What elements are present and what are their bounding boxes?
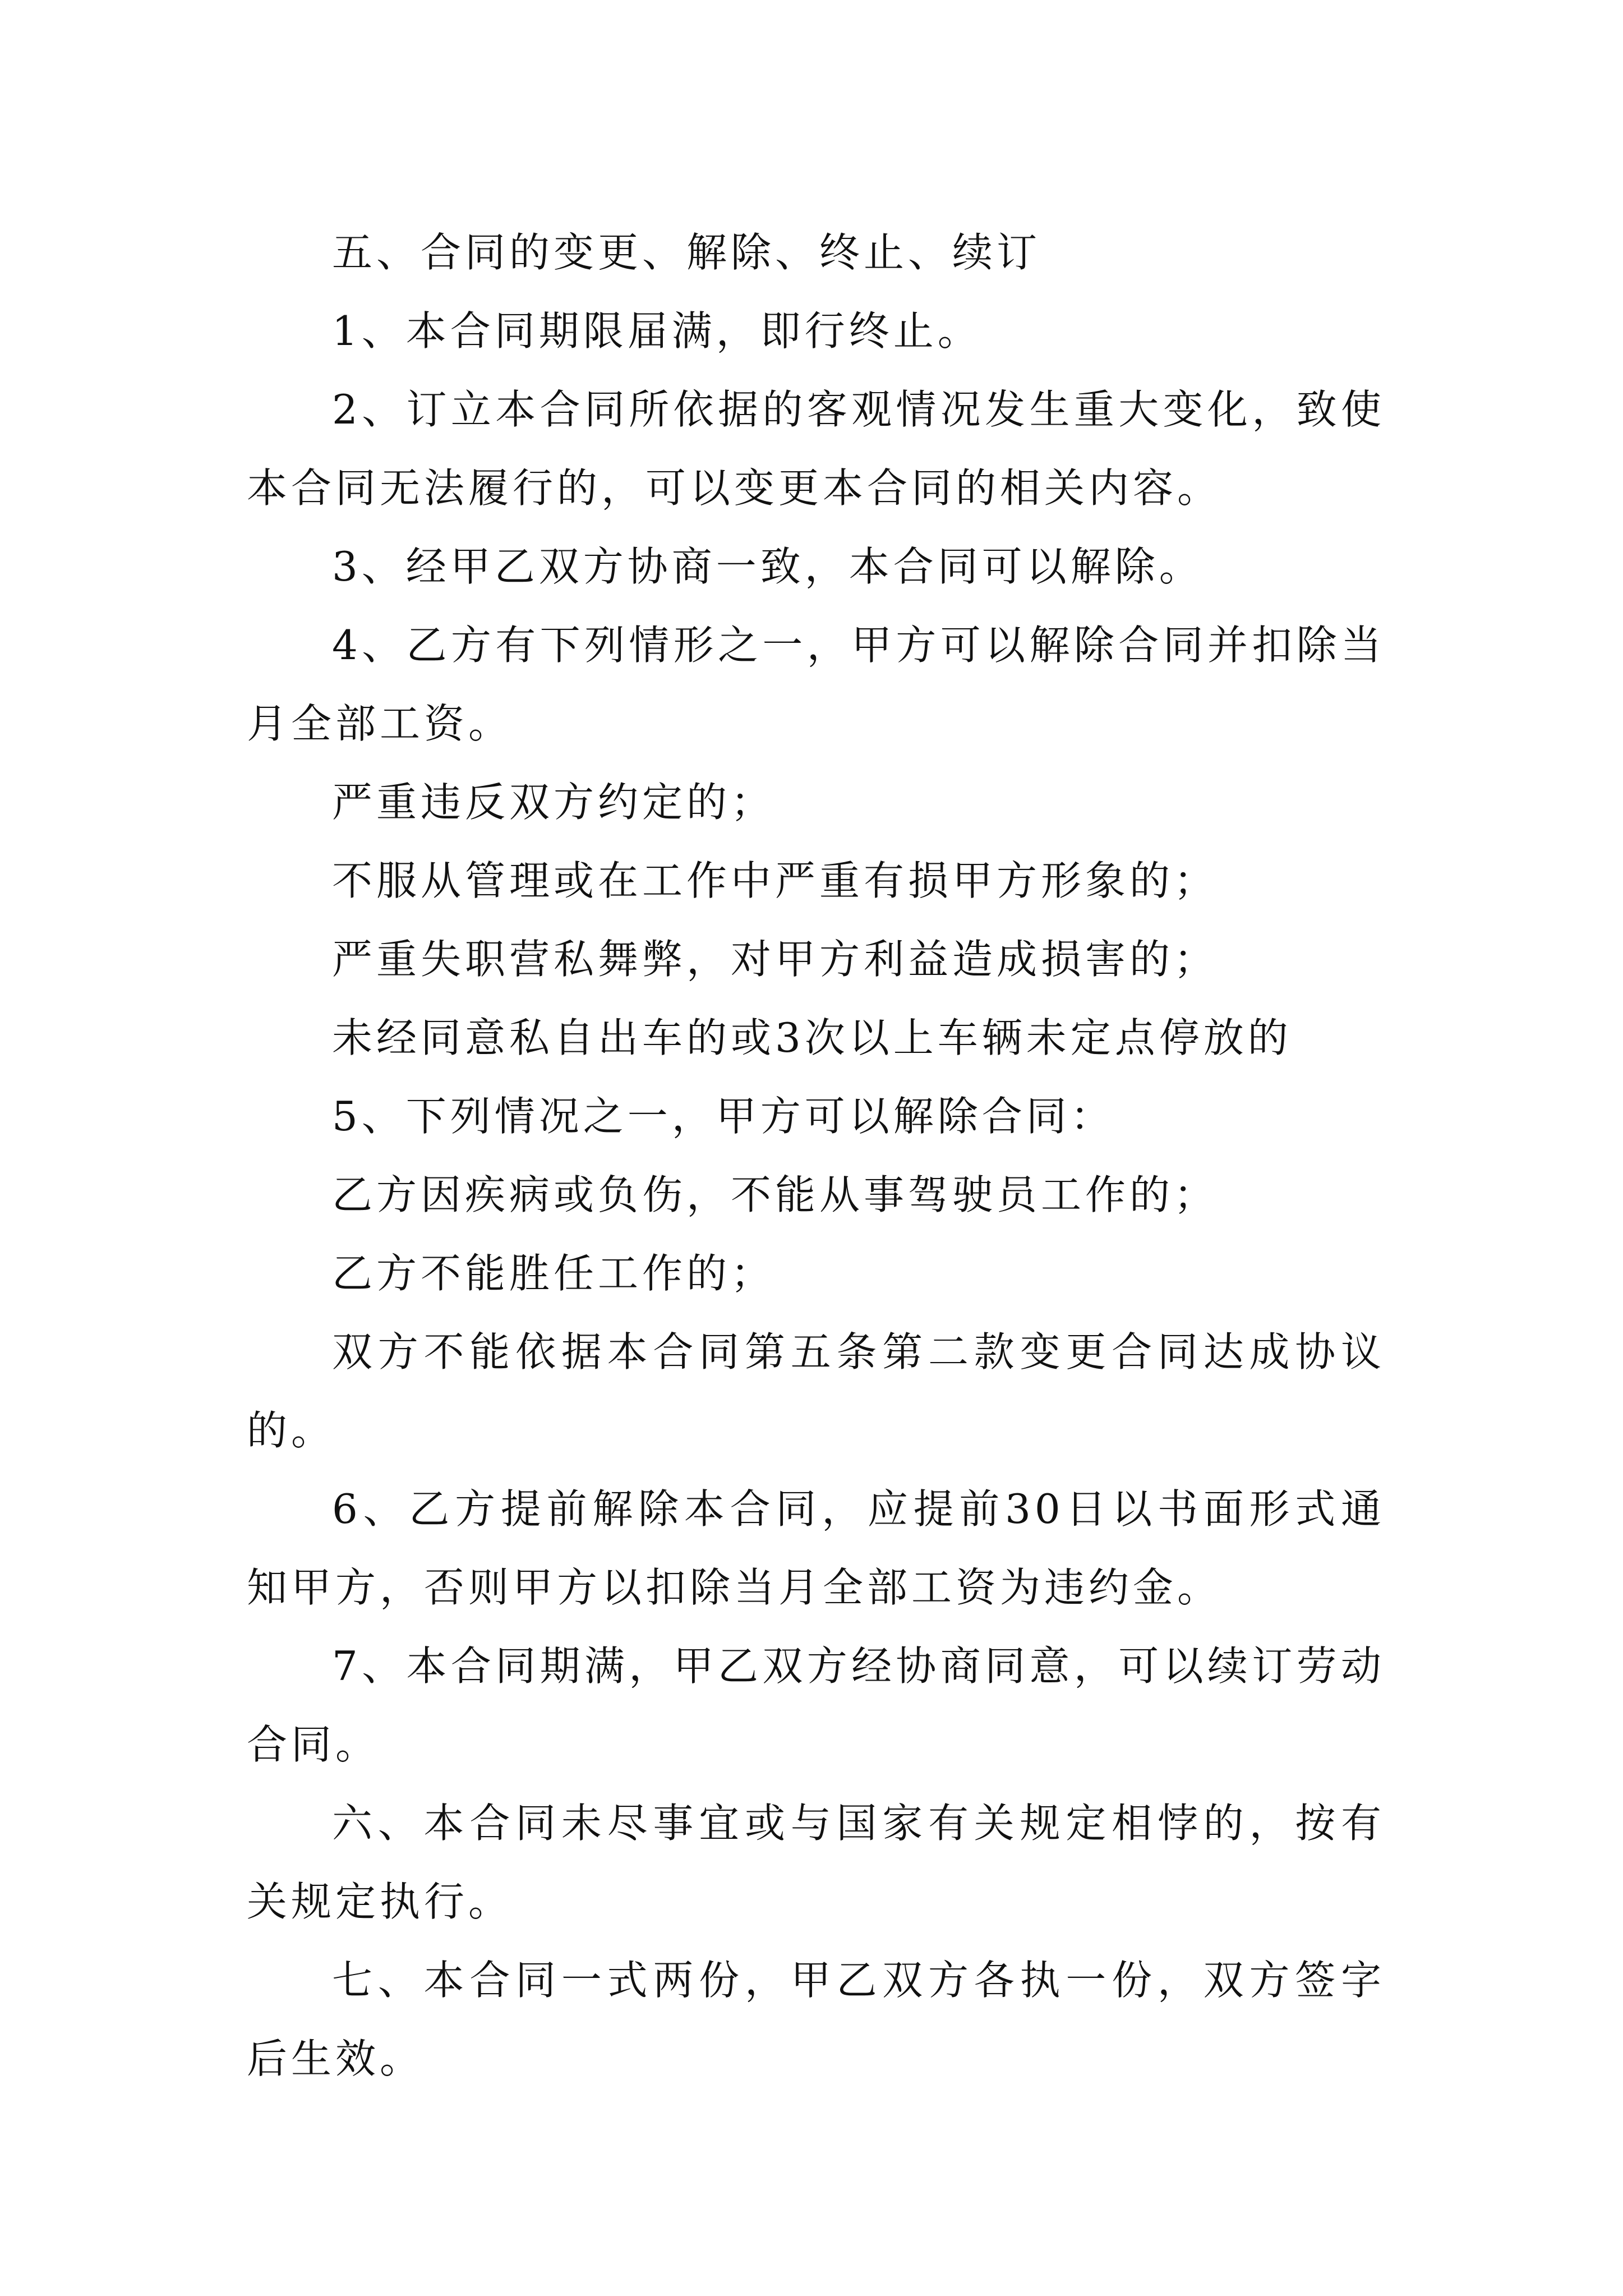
contract-body [247,213,1385,2098]
clause-4-item-4: 未经同意私自出车的或3次以上车辆未定点停放的 [332,1014,1292,1061]
clause-3-mutual-termination: 3、经甲乙双方协商一致，本合同可以解除。 [332,543,1204,590]
clause-5-item-1: 乙方因疾病或负伤，不能从事驾驶员工作的； [332,1171,1219,1218]
clause-6-early-termination: 6、乙方提前解除本合同，应提前30日以书面形式通知甲方，否则甲方以扣除当月全部工资为违约金。 [247,1485,1385,1611]
clause-4-item-3: 严重失职营私舞弊，对甲方利益造成损害的； [332,936,1219,983]
clause-5-item-3: 双方不能依据本合同第五条第二款变更合同达成协议的。 [247,1328,1385,1454]
section-seven-copies: 七、本合同一式两份，甲乙双方各执一份，双方签字后生效。 [247,1957,1385,2082]
clause-4-termination-by-a: 4、乙方有下列情形之一，甲方可以解除合同并扣除当月全部工资。 [247,622,1385,747]
clause-4-item-2: 不服从管理或在工作中严重有损甲方形象的； [332,857,1219,904]
clause-5-item-2: 乙方不能胜任工作的； [332,1250,776,1297]
clause-7-renewal: 7、本合同期满，甲乙双方经协商同意，可以续订劳动合同。 [247,1642,1385,1768]
section-heading-contract-change: 五、合同的变更、解除、终止、续订 [332,229,1041,276]
clause-4-item-1: 严重违反双方约定的； [332,779,776,826]
clause-2-change: 2、订立本合同所依据的客观情况发生重大变化，致使本合同无法履行的，可以变更本合同的相关内容。 [247,386,1385,512]
clause-5-termination-conditions: 5、下列情况之一，甲方可以解除合同： [332,1093,1115,1140]
section-six-other-matters: 六、本合同未尽事宜或与国家有关规定相悖的，按有关规定执行。 [247,1800,1385,1925]
clause-1-expiry: 1、本合同期限届满，即行终止。 [332,307,982,355]
